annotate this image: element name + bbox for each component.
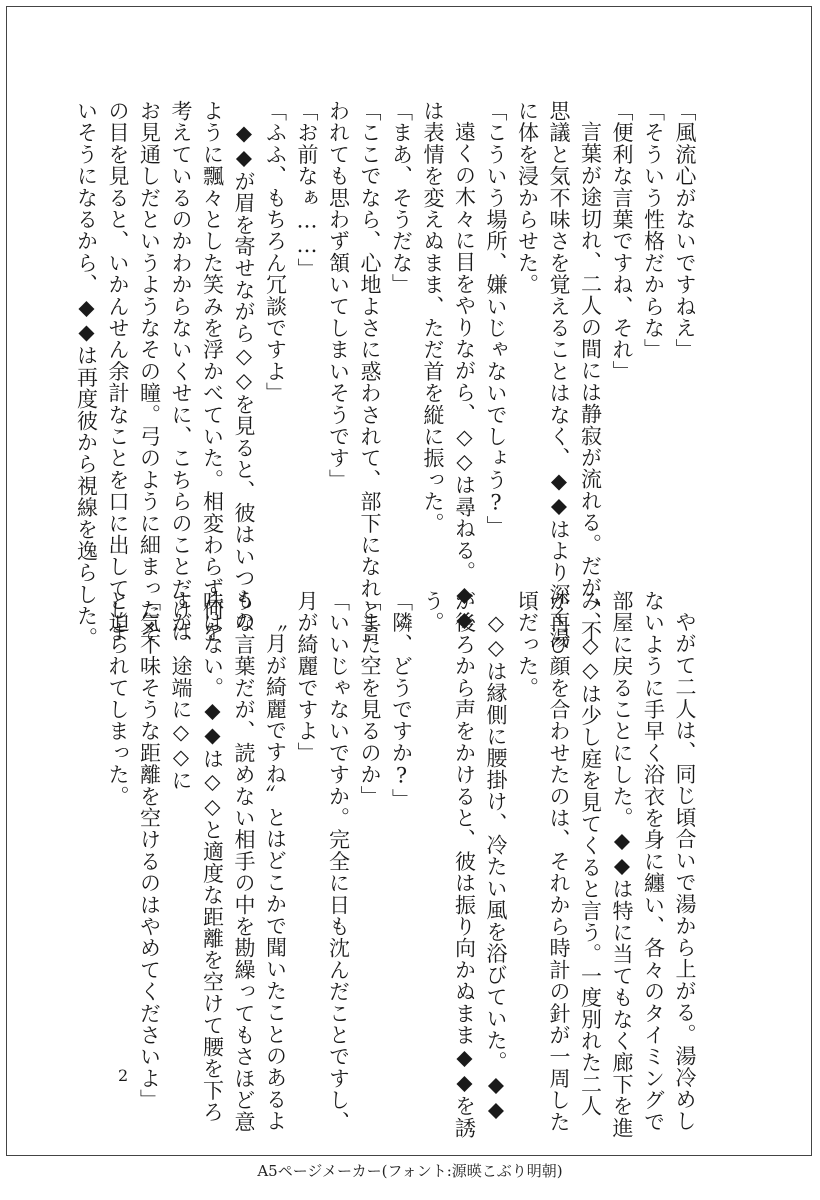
text-line: 「隣、どうですか?」 (389, 590, 414, 810)
text-line: 部屋に戻ることにした。◆◆は特に当てもなく廊下を進 (610, 590, 634, 1139)
text-block-bottom (102, 590, 701, 1139)
text-line: ◆◆が眉を寄せながら◇◇を見ると、彼はいつもの (232, 121, 256, 633)
text-line: 「そういう性格だからな」 (641, 100, 666, 361)
text-line: 月が綺麗ですよ」 (295, 590, 319, 764)
text-line: に体を浸からせた。 (515, 100, 540, 296)
text-line: 〝月が綺麗ですね〟とはどこかで聞いたことのあるよ (263, 611, 288, 1132)
text-line: 「気不味そうな距離を空けるのはやめてくださいよ」 (137, 590, 162, 1111)
footer-caption: A5ページメーカー(フォント:源暎こぶり明朝) (257, 1162, 563, 1180)
text-line: が再び顔を合わせたのは、それから時計の針が一周した (547, 590, 571, 1133)
text-line: 言葉が途切れ、二人の間には静寂が流れる。だが、不 (578, 121, 603, 642)
text-line: 「いいじゃないですか。完全に日も沈んだことですし、 (326, 590, 351, 1133)
text-line: 味はない。◆◆は◇◇と適度な距離を空けて腰を下ろ (200, 590, 225, 1123)
text-line: 遠くの木々に目をやりながら、◇◇は尋ねる。◆◆ (452, 121, 477, 633)
text-line: の目を見ると、いかんせん余計なことを口に出してしま (106, 100, 130, 643)
text-line: 「また空を見るのか」 (358, 590, 382, 807)
page-number: 2 (118, 1066, 129, 1085)
text-line: は表情を変えぬまま、ただ首を縦に振った。 (421, 100, 445, 534)
text-line: 「こういう場所、嫌いじゃないでしょう?」 (484, 100, 508, 537)
text-line: 「お前なぁ……」 (295, 100, 319, 280)
text-line: ように飄々とした笑みを浮かべていた。相変わらず何を (200, 100, 225, 643)
text-line: お見通しだというようなその瞳。弓のように細まったそ (137, 100, 162, 643)
text-line: やがて二人は、同じ頃合いで湯から上がる。湯冷めし (673, 611, 697, 1132)
text-line: 思議と気不味さを覚えることはなく、◆◆はより深く湯 (547, 100, 571, 649)
text-line: 「まあ、そうだな」 (389, 100, 414, 296)
text-line: われても思わず頷いてしまいそうです」 (326, 100, 351, 491)
text-line: と迫られてしまった。 (106, 590, 130, 807)
text-line: ◇◇は縁側に腰掛け、冷たい風を浴びていた。◆◆ (484, 611, 508, 1123)
text-line: ないように手早く浴衣を身に纏い、各々のタイミングで (641, 590, 666, 1133)
text-line: 「ここでなら、心地よさに惑わされて、部下になれと言 (358, 100, 382, 643)
text-line: すが、途端に◇◇に (169, 590, 193, 792)
text-line: うな言葉だが、読めない相手の中を勘繰ってもさほど意 (232, 590, 256, 1133)
text-line: 「ふふ、もちろん冗談ですよ」 (263, 100, 288, 404)
text-line: う。 (421, 590, 445, 634)
text-line: 「風流心がないですねえ」 (673, 100, 697, 361)
text-line: 「便利な言葉ですね、それ」 (610, 100, 634, 383)
text-line: 考えているのかわからないくせに、こちらのことだけは (169, 100, 193, 643)
text-line: 頃だった。 (515, 590, 540, 699)
text-line: いそうになるから、◆◆は再度彼から視線を逸らした。 (74, 100, 99, 649)
text-line: が後ろから声をかけると、彼は振り向かぬまま◆◆を誘 (452, 590, 477, 1139)
text-line: み、◇◇は少し庭を見てくると言う。一度別れた二人 (578, 590, 603, 1117)
